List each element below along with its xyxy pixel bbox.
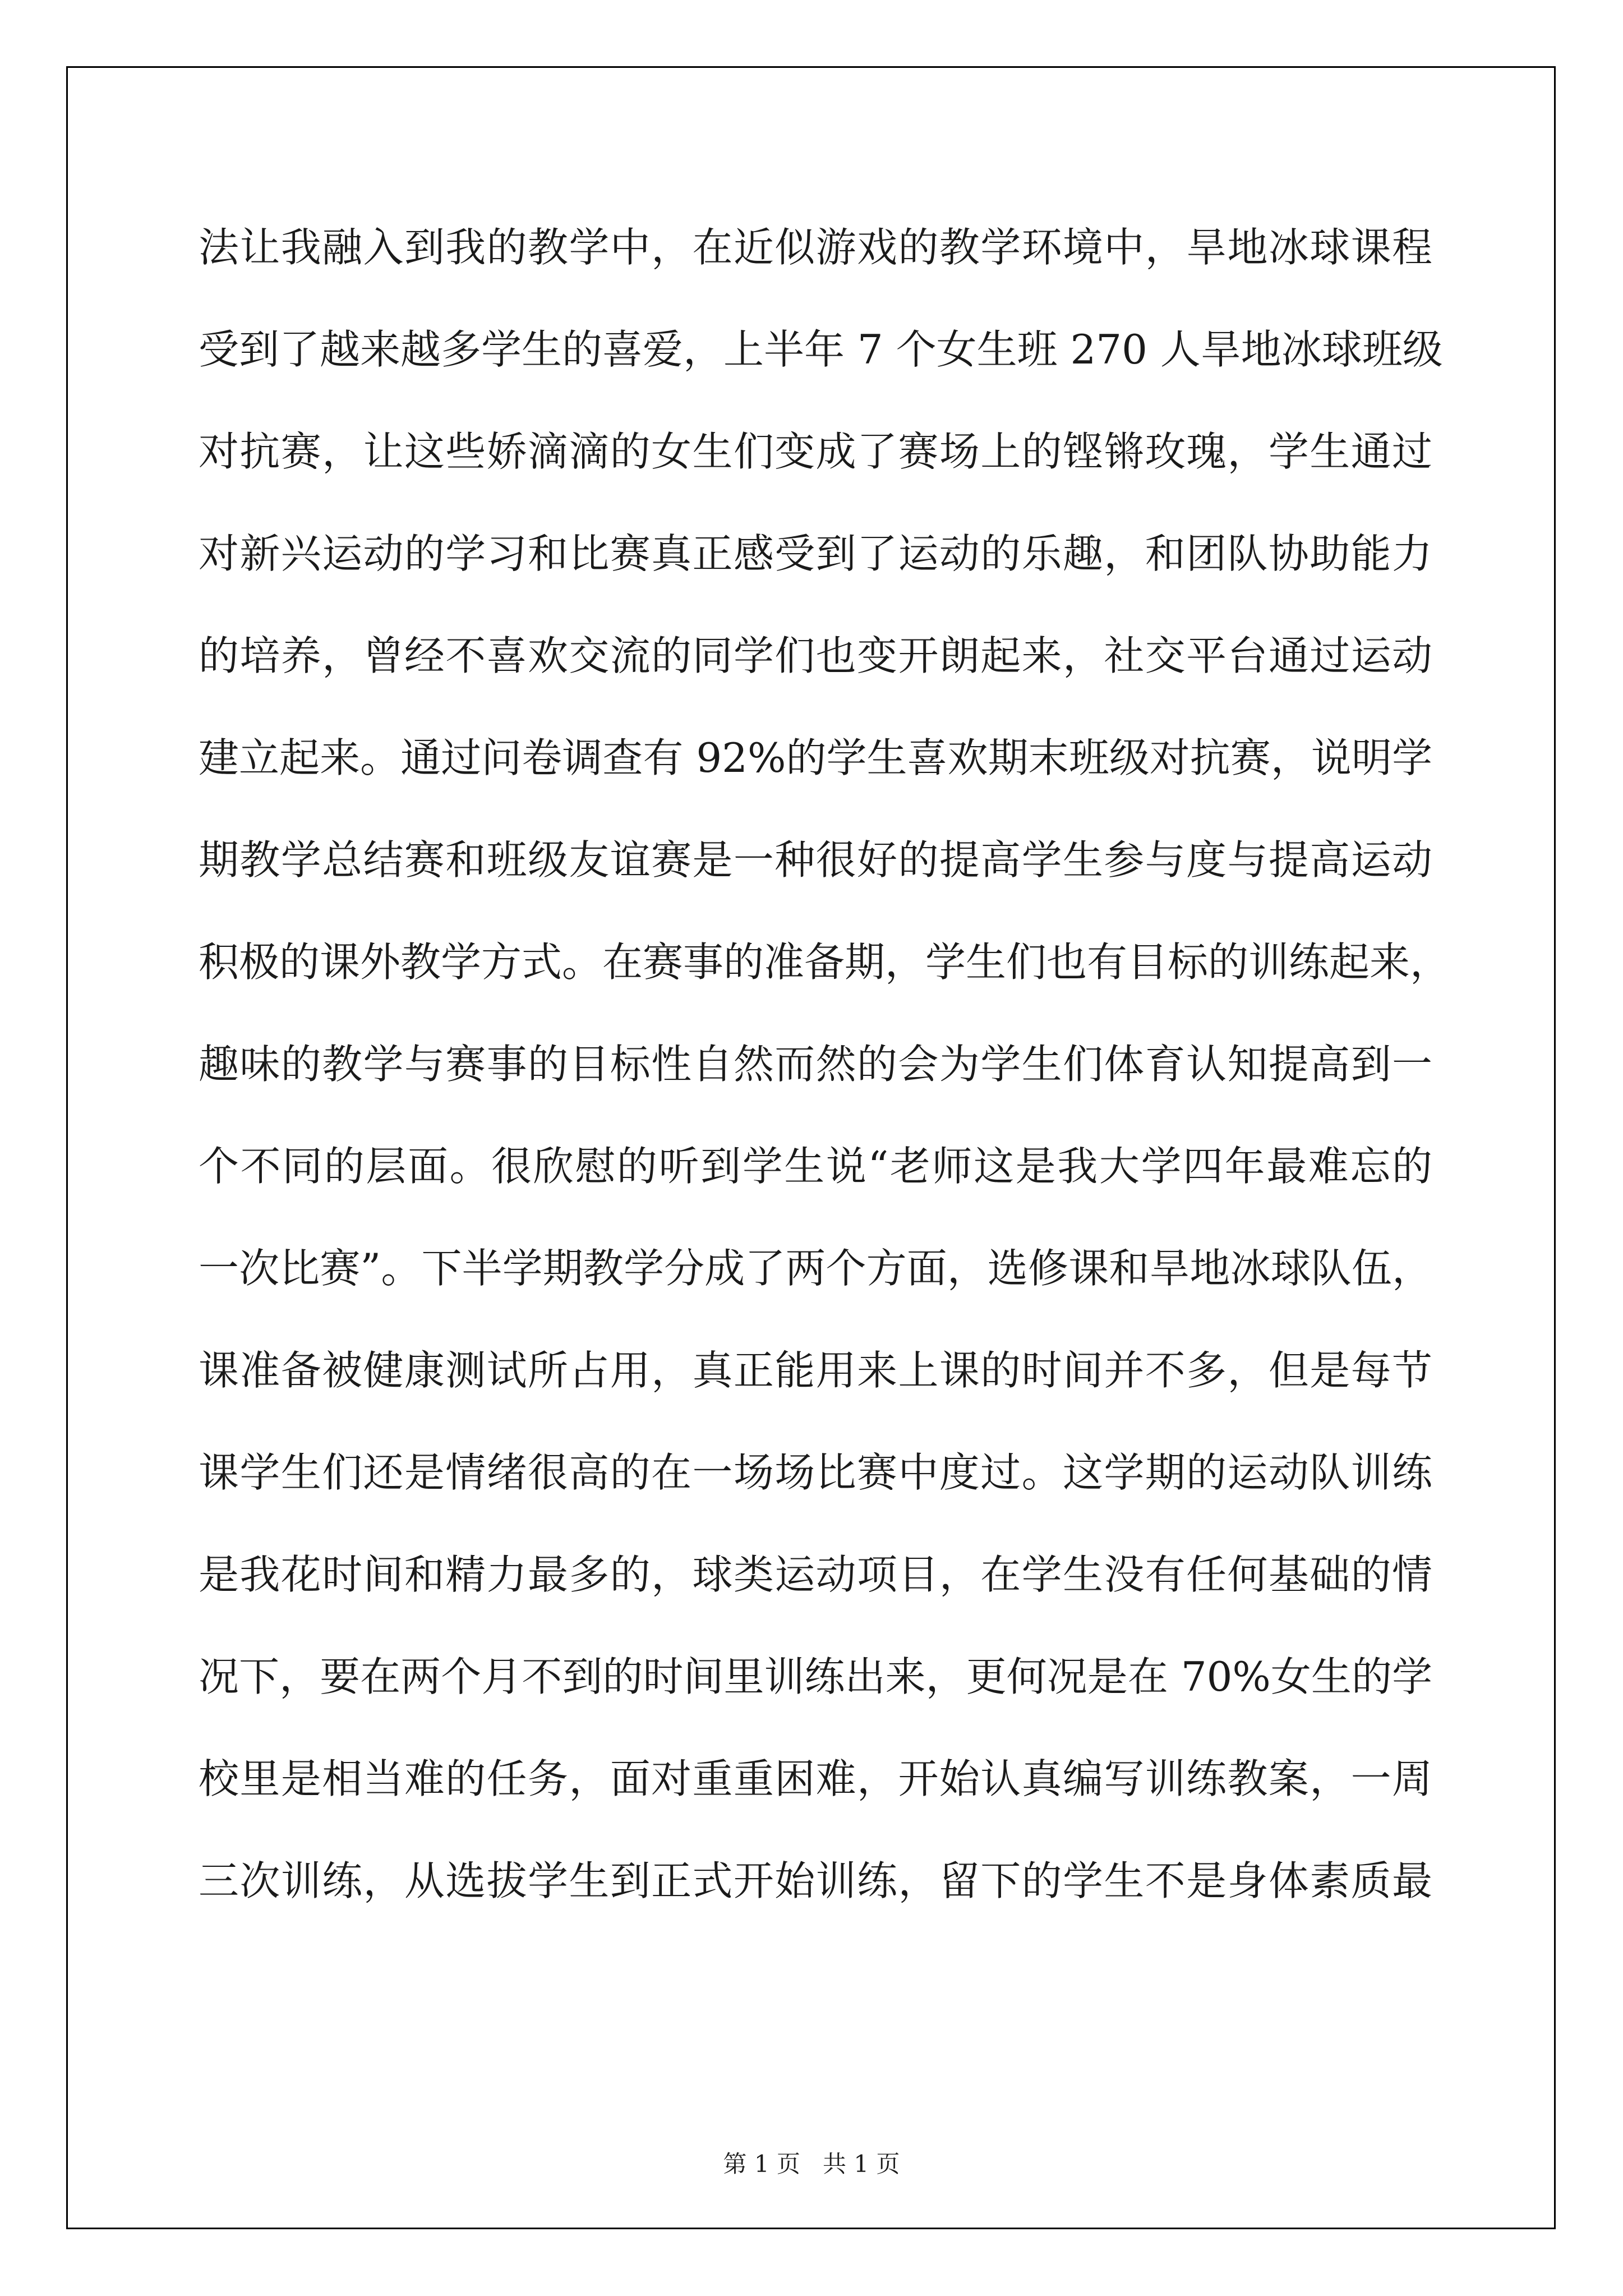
page-footer: 第 1 页 共 1 页 <box>723 2150 900 2178</box>
text-line: 三次训练，从选拔学生到正式开始训练，留下的学生不是身体素质最 <box>199 1857 1432 1904</box>
text-line: 是我花时间和精力最多的，球类运动项目，在学生没有任何基础的情 <box>199 1551 1432 1598</box>
text-line: 的培养，曾经不喜欢交流的同学们也变开朗起来，社交平台通过运动 <box>199 632 1432 679</box>
text-line: 积极的课外教学方式。在赛事的准备期，学生们也有目标的训练起来， <box>199 938 1451 986</box>
text-line: 期教学总结赛和班级友谊赛是一种很好的提高学生参与度与提高运动 <box>199 836 1432 884</box>
body-text <box>199 196 1451 1932</box>
text-line: 对抗赛，让这些娇滴滴的女生们变成了赛场上的铿锵玫瑰，学生通过 <box>199 428 1432 475</box>
text-line: 一次比赛”。下半学期教学分成了两个方面，选修课和旱地冰球队伍， <box>199 1245 1432 1292</box>
text-line: 趣味的教学与赛事的目标性自然而然的会为学生们体育认知提高到一 <box>199 1041 1432 1088</box>
text-line: 个不同的层面。很欣慰的听到学生说“老师这是我大学四年最难忘的 <box>199 1143 1432 1190</box>
text-line: 校里是相当难的任务，面对重重困难，开始认真编写训练教案，一周 <box>199 1755 1432 1802</box>
text-line: 法让我融入到我的教学中，在近似游戏的教学环境中，旱地冰球课程 <box>199 224 1432 271</box>
text-line: 建立起来。通过问卷调查有 92%的学生喜欢期末班级对抗赛，说明学 <box>199 734 1432 781</box>
text-line: 课学生们还是情绪很高的在一场场比赛中度过。这学期的运动队训练 <box>199 1449 1432 1496</box>
text-line: 对新兴运动的学习和比赛真正感受到了运动的乐趣，和团队协助能力 <box>199 530 1432 577</box>
text-line: 受到了越来越多学生的喜爱，上半年 7 个女生班 270 人旱地冰球班级 <box>199 326 1443 373</box>
text-line: 况下，要在两个月不到的时间里训练出来，更何况是在 70%女生的学 <box>199 1653 1432 1700</box>
text-line: 课准备被健康测试所占用，真正能用来上课的时间并不多，但是每节 <box>199 1347 1432 1394</box>
